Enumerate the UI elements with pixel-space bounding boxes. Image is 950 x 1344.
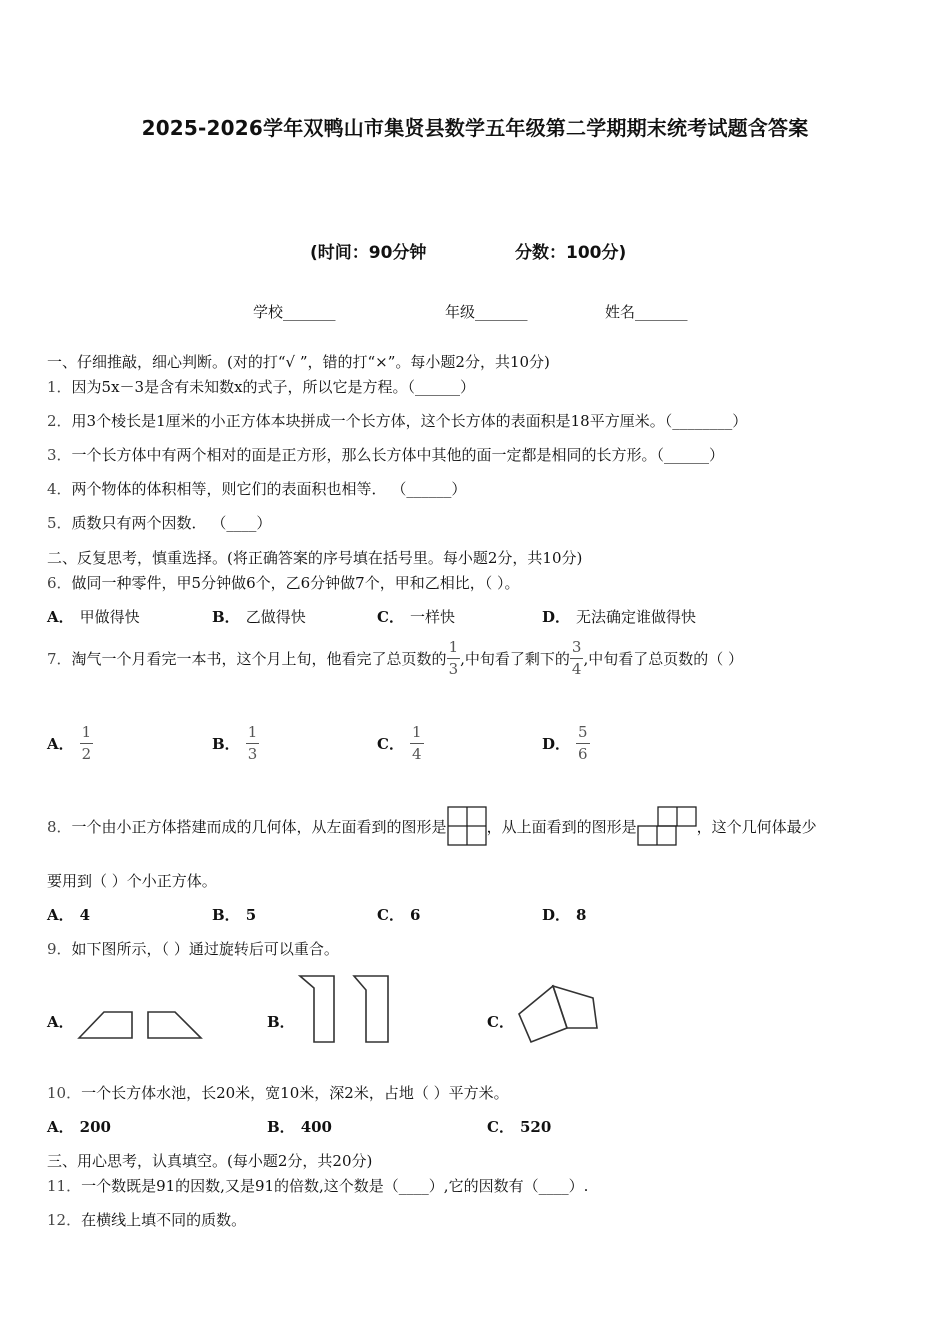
option-b [267, 1116, 338, 1137]
option-label: D． [542, 906, 571, 924]
l-shape-pair-figure [298, 974, 394, 1046]
question-3 [47, 444, 724, 465]
option-label: C． [377, 608, 404, 626]
option-label: A． [47, 608, 74, 626]
option-d [542, 725, 590, 762]
question-6 [47, 572, 520, 593]
option-label: B． [267, 1118, 295, 1136]
option-text: 200 [79, 1118, 111, 1136]
section3-heading: 三、用心思考，认真填空。(每小题2分，共20分) [47, 1152, 373, 1170]
option-text: 乙做得快 [245, 608, 306, 626]
option-d [542, 606, 696, 627]
question-text: 一个长方体中有两个相对的面是正方形，那么长方体中其他的面一定都是相同的长方形。（______） [71, 446, 725, 464]
numerator: 5 [578, 723, 588, 741]
option-text: 400 [300, 1118, 332, 1136]
section1-heading: 一、仔细推敲，细心判断。(对的打“√ ”，错的打“×”。每小题2分，共10分) [47, 353, 550, 371]
question-text-part2: ，从上面看到的图形是 [486, 817, 637, 836]
question-12 [47, 1209, 246, 1230]
option-b [267, 1011, 301, 1032]
question-number: 1． [47, 378, 72, 396]
rotated-squares-figure [515, 982, 605, 1046]
question-text: 用3个棱长是1厘米的小正方体本块拼成一个长方体，这个长方体的表面积是18平方厘米。（________） [71, 412, 748, 430]
option-text: 一样快 [409, 608, 455, 626]
option-a [47, 904, 96, 925]
fraction [80, 725, 94, 762]
numerator: 1 [81, 723, 92, 741]
trapezoid-pair-figure [75, 1005, 205, 1045]
numerator: 1 [448, 638, 459, 656]
section2-heading: 二、反复思考，慎重选择。(将正确答案的序号填在括号里。每小题2分，共10分) [47, 549, 583, 567]
question-2 [47, 410, 747, 431]
question-text: 一个长方体水池，长20米，宽10米，深2米，占地（ ）平方米。 [81, 1084, 509, 1102]
fraction [246, 725, 260, 762]
question-1 [47, 376, 475, 397]
option-c [377, 606, 455, 627]
question-text: 做同一种零件，甲5分钟做6个，乙6分钟做7个，甲和乙相比，（ ）。 [71, 574, 520, 592]
option-a [47, 1116, 117, 1137]
question-number: 4． [47, 480, 72, 498]
option-text: 无法确定谁做得快 [576, 608, 697, 626]
option-text: 6 [409, 906, 421, 924]
question-number: 11． [47, 1177, 82, 1195]
option-label: D． [542, 735, 571, 753]
question-text-part1: 淘气一个月看完一本书，这个月上旬，他看完了总页数的 [71, 650, 447, 668]
question-text: 因为5x－3是含有未知数x的式子，所以它是方程。（______） [71, 378, 476, 396]
question-number: 3． [47, 446, 72, 464]
question-7 [47, 640, 743, 677]
fraction [570, 640, 584, 677]
question-text: 质数只有两个因数． （____） [71, 514, 272, 532]
question-number: 5． [47, 514, 72, 532]
option-label: C． [487, 1013, 514, 1031]
exam-score: 分数：100分) [515, 243, 627, 263]
denominator: 4 [571, 660, 582, 678]
page-title: 2025-2026学年双鸭山市集贤县数学五年级第二学期期末统考试题含答案 [141, 116, 809, 140]
option-label: C． [377, 906, 404, 924]
question-text-part2: ,中旬看了剩下的 [460, 650, 570, 668]
question-5 [47, 512, 271, 533]
question-9 [47, 938, 339, 959]
question-text-part3: ，这个几何体最少 [696, 817, 817, 836]
question-text: 在横线上填不同的质数。 [81, 1211, 247, 1229]
option-text: 4 [79, 906, 91, 924]
left-view-figure [447, 806, 487, 846]
option-label: A． [47, 1118, 74, 1136]
option-d [542, 904, 592, 925]
question-text-part1: 一个由小正方体搭建而成的几何体，从左面看到的图形是 [71, 817, 447, 836]
fraction [410, 725, 424, 762]
denominator: 4 [411, 745, 422, 763]
denominator: 6 [578, 745, 588, 763]
numerator: 1 [411, 723, 422, 741]
school-field: 学校_______ [253, 303, 336, 321]
numerator: 1 [247, 723, 258, 741]
option-label: C． [377, 735, 404, 753]
question-number: 10． [47, 1084, 82, 1102]
option-text: 甲做得快 [79, 608, 140, 626]
top-view-figure [637, 806, 697, 846]
option-label: D． [542, 608, 571, 626]
option-label: B． [267, 1013, 295, 1031]
option-label: C． [487, 1118, 514, 1136]
option-text: 8 [576, 906, 587, 924]
question-number: 12． [47, 1211, 82, 1229]
question-number: 2． [47, 412, 72, 430]
question-text: 两个物体的体积相等，则它们的表面积也相等． （______） [71, 480, 467, 498]
fraction [447, 640, 461, 677]
question-8 [47, 806, 817, 846]
option-text: 520 [519, 1118, 552, 1136]
option-label: B． [212, 735, 240, 753]
question-4 [47, 478, 466, 499]
numerator: 3 [571, 638, 582, 656]
question-text: 一个数既是91的因数,又是91的倍数,这个数是（____）,它的因数有（____）. [81, 1177, 589, 1195]
option-b [212, 606, 306, 627]
option-text: 5 [245, 906, 257, 924]
option-label: A． [47, 906, 74, 924]
grade-field: 年级_______ [445, 303, 528, 321]
option-b [212, 904, 262, 925]
question-number: 6． [47, 574, 72, 592]
name-field: 姓名_______ [605, 303, 688, 321]
option-label: B． [212, 906, 240, 924]
fraction [576, 725, 590, 762]
option-label: A． [47, 1013, 74, 1031]
denominator: 3 [247, 745, 258, 763]
option-b [212, 725, 259, 762]
question-number: 9． [47, 940, 72, 958]
denominator: 2 [81, 745, 92, 763]
question-text: 如下图所示，（ ）通过旋转后可以重合。 [71, 940, 339, 958]
option-label: B． [212, 608, 240, 626]
exam-time: (时间：90分钟 [310, 243, 427, 263]
denominator: 3 [448, 660, 459, 678]
question-number: 8． [47, 817, 72, 836]
option-a [47, 725, 93, 762]
question-8-line2: 要用到（ ）个小正方体。 [47, 872, 217, 890]
option-label: A． [47, 735, 74, 753]
question-10 [47, 1082, 509, 1103]
option-a [47, 606, 140, 627]
option-c [377, 904, 426, 925]
question-text-part3: ,中旬看了总页数的（ ） [583, 650, 743, 668]
option-c [487, 1116, 557, 1137]
option-c [377, 725, 424, 762]
question-number: 7． [47, 650, 72, 668]
question-11 [47, 1175, 588, 1196]
